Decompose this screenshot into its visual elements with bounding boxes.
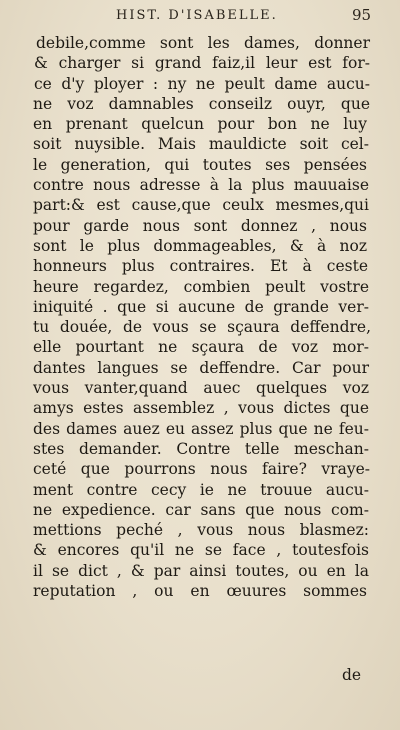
text-line: part:& est cause,que ceulx mesmes,qui — [33, 196, 369, 215]
text-line: ceté que pourrons nous faire? vraye- — [33, 460, 370, 479]
running-head — [0, 6, 400, 28]
text-line: mettions peché , vous nous blasmez: — [33, 521, 369, 540]
text-line: elle pourtant ne sçaura de voz mor- — [33, 338, 369, 357]
text-line: en prenant quelcun pour bon ne luy — [33, 115, 367, 134]
text-line: tu douée, de vous se sçaura deffendre, — [33, 318, 371, 337]
text-line: contre nous adresse à la plus mauuaise — [33, 176, 369, 195]
text-line: debile,comme sont les dames, donner — [36, 34, 370, 52]
running-title: HIST. D'ISABELLE. — [116, 8, 278, 23]
text-line: ne expedience. car sans que nous com- — [33, 500, 369, 519]
text-line: il se dict , & par ainsi toutes, ou en la — [33, 561, 369, 580]
text-line: honneurs plus contraires. Et à ceste — [33, 257, 368, 276]
text-line: stes demander. Contre telle meschan- — [33, 439, 369, 458]
text-line: ne voz damnables conseilz ouyr, que — [33, 94, 370, 113]
text-line: dantes langues se deffendre. Car pour — [33, 358, 369, 377]
text-line: pour garde nous sont donnez , nous — [33, 216, 367, 235]
text-line: ce d'y ployer : ny ne peult dame aucu- — [34, 74, 370, 93]
text-line: sont le plus dommageables, & à noz — [33, 236, 367, 255]
body-text — [0, 33, 400, 601]
text-line: & charger si grand faiz,il leur est for- — [34, 54, 370, 73]
text-line: iniquité . que si aucune de grande ver- — [33, 297, 369, 316]
text-line: & encores qu'il ne se face , toutesfois — [33, 541, 369, 560]
text-line: amys estes assemblez , vous dictes que — [33, 399, 369, 418]
text-line: le generation, qui toutes ses pensées — [33, 155, 367, 174]
text-line: soit nuysible. Mais mauldicte soit cel- — [33, 135, 369, 154]
text-line: des dames auez eu assez plus que ne feu- — [33, 419, 369, 438]
text-line: vous vanter,quand auec quelques voz — [33, 379, 369, 398]
text-line: reputation , ou en œuures sommes — [33, 582, 367, 601]
text-line: ment contre cecy ie ne trouue aucu- — [33, 480, 369, 499]
catchword: de — [342, 666, 362, 684]
page-number: 95 — [352, 6, 372, 24]
text-line: heure regardez, combien peult vostre — [33, 277, 369, 296]
